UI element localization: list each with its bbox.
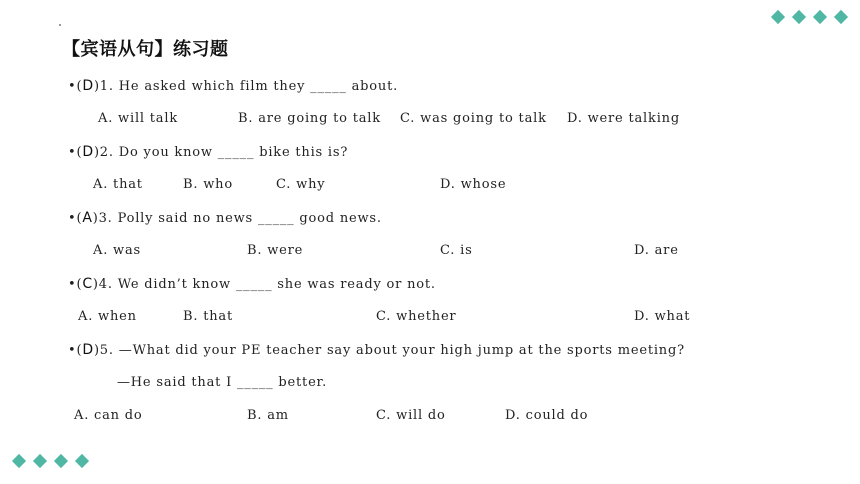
option-4b: B. that bbox=[183, 309, 233, 324]
question-text-5: —What did your PE teacher say about your high jump at the sports meeting? bbox=[118, 343, 685, 358]
option-4a: A. when bbox=[78, 309, 137, 324]
option-2a: A. that bbox=[93, 177, 143, 192]
diamond-icon bbox=[792, 10, 806, 24]
question-1: •(D)1. He asked which film they _____ about. bbox=[68, 78, 399, 94]
question-2: •(D)2. Do you know _____ bike this is? bbox=[68, 144, 349, 160]
option-1a: A. will talk bbox=[98, 111, 178, 126]
option-5c: C. will do bbox=[376, 408, 446, 423]
answer-5: D bbox=[82, 342, 94, 358]
option-5b: B. am bbox=[247, 408, 289, 423]
question-5-reply: —He said that I _____ better. bbox=[117, 375, 328, 390]
option-2c: C. why bbox=[276, 177, 326, 192]
option-5d: D. could do bbox=[505, 408, 589, 423]
option-3a: A. was bbox=[93, 243, 142, 258]
question-5: •(D)5. —What did your PE teacher say about your high jump at the sports meeting? bbox=[68, 342, 685, 358]
question-text-3: Polly said no news _____ good news. bbox=[117, 211, 382, 226]
diamond-icon bbox=[834, 10, 848, 24]
question-text-1: He asked which film they _____ about. bbox=[118, 79, 399, 94]
diamond-icon bbox=[813, 10, 827, 24]
diamond-icon bbox=[771, 10, 785, 24]
option-5a: A. can do bbox=[74, 408, 143, 423]
decorative-dot bbox=[59, 24, 61, 26]
answer-1: D bbox=[82, 78, 94, 94]
diamond-icon bbox=[54, 454, 68, 468]
option-2b: B. who bbox=[183, 177, 233, 192]
option-3d: D. are bbox=[634, 243, 679, 258]
answer-3: A bbox=[82, 210, 93, 226]
option-1d: D. were talking bbox=[567, 111, 680, 126]
question-4: •(C)4. We didn’t know _____ she was ready or not. bbox=[68, 276, 436, 292]
option-1b: B. are going to talk bbox=[238, 111, 381, 126]
question-text-2: Do you know _____ bike this is? bbox=[118, 145, 349, 160]
page-title: 【宾语从句】练习题 bbox=[62, 39, 229, 60]
diamond-icon bbox=[12, 454, 26, 468]
question-text-4: We didn’t know _____ she was ready or not. bbox=[117, 277, 436, 292]
option-4c: C. whether bbox=[376, 309, 457, 324]
option-1c: C. was going to talk bbox=[400, 111, 547, 126]
answer-2: D bbox=[82, 144, 94, 160]
answer-4: C bbox=[82, 276, 93, 292]
option-2d: D. whose bbox=[440, 177, 507, 192]
diamond-icon bbox=[33, 454, 47, 468]
diamond-icon bbox=[75, 454, 89, 468]
option-3b: B. were bbox=[247, 243, 304, 258]
option-4d: D. what bbox=[634, 309, 691, 324]
option-3c: C. is bbox=[440, 243, 473, 258]
question-3: •(A)3. Polly said no news _____ good news. bbox=[68, 210, 382, 226]
